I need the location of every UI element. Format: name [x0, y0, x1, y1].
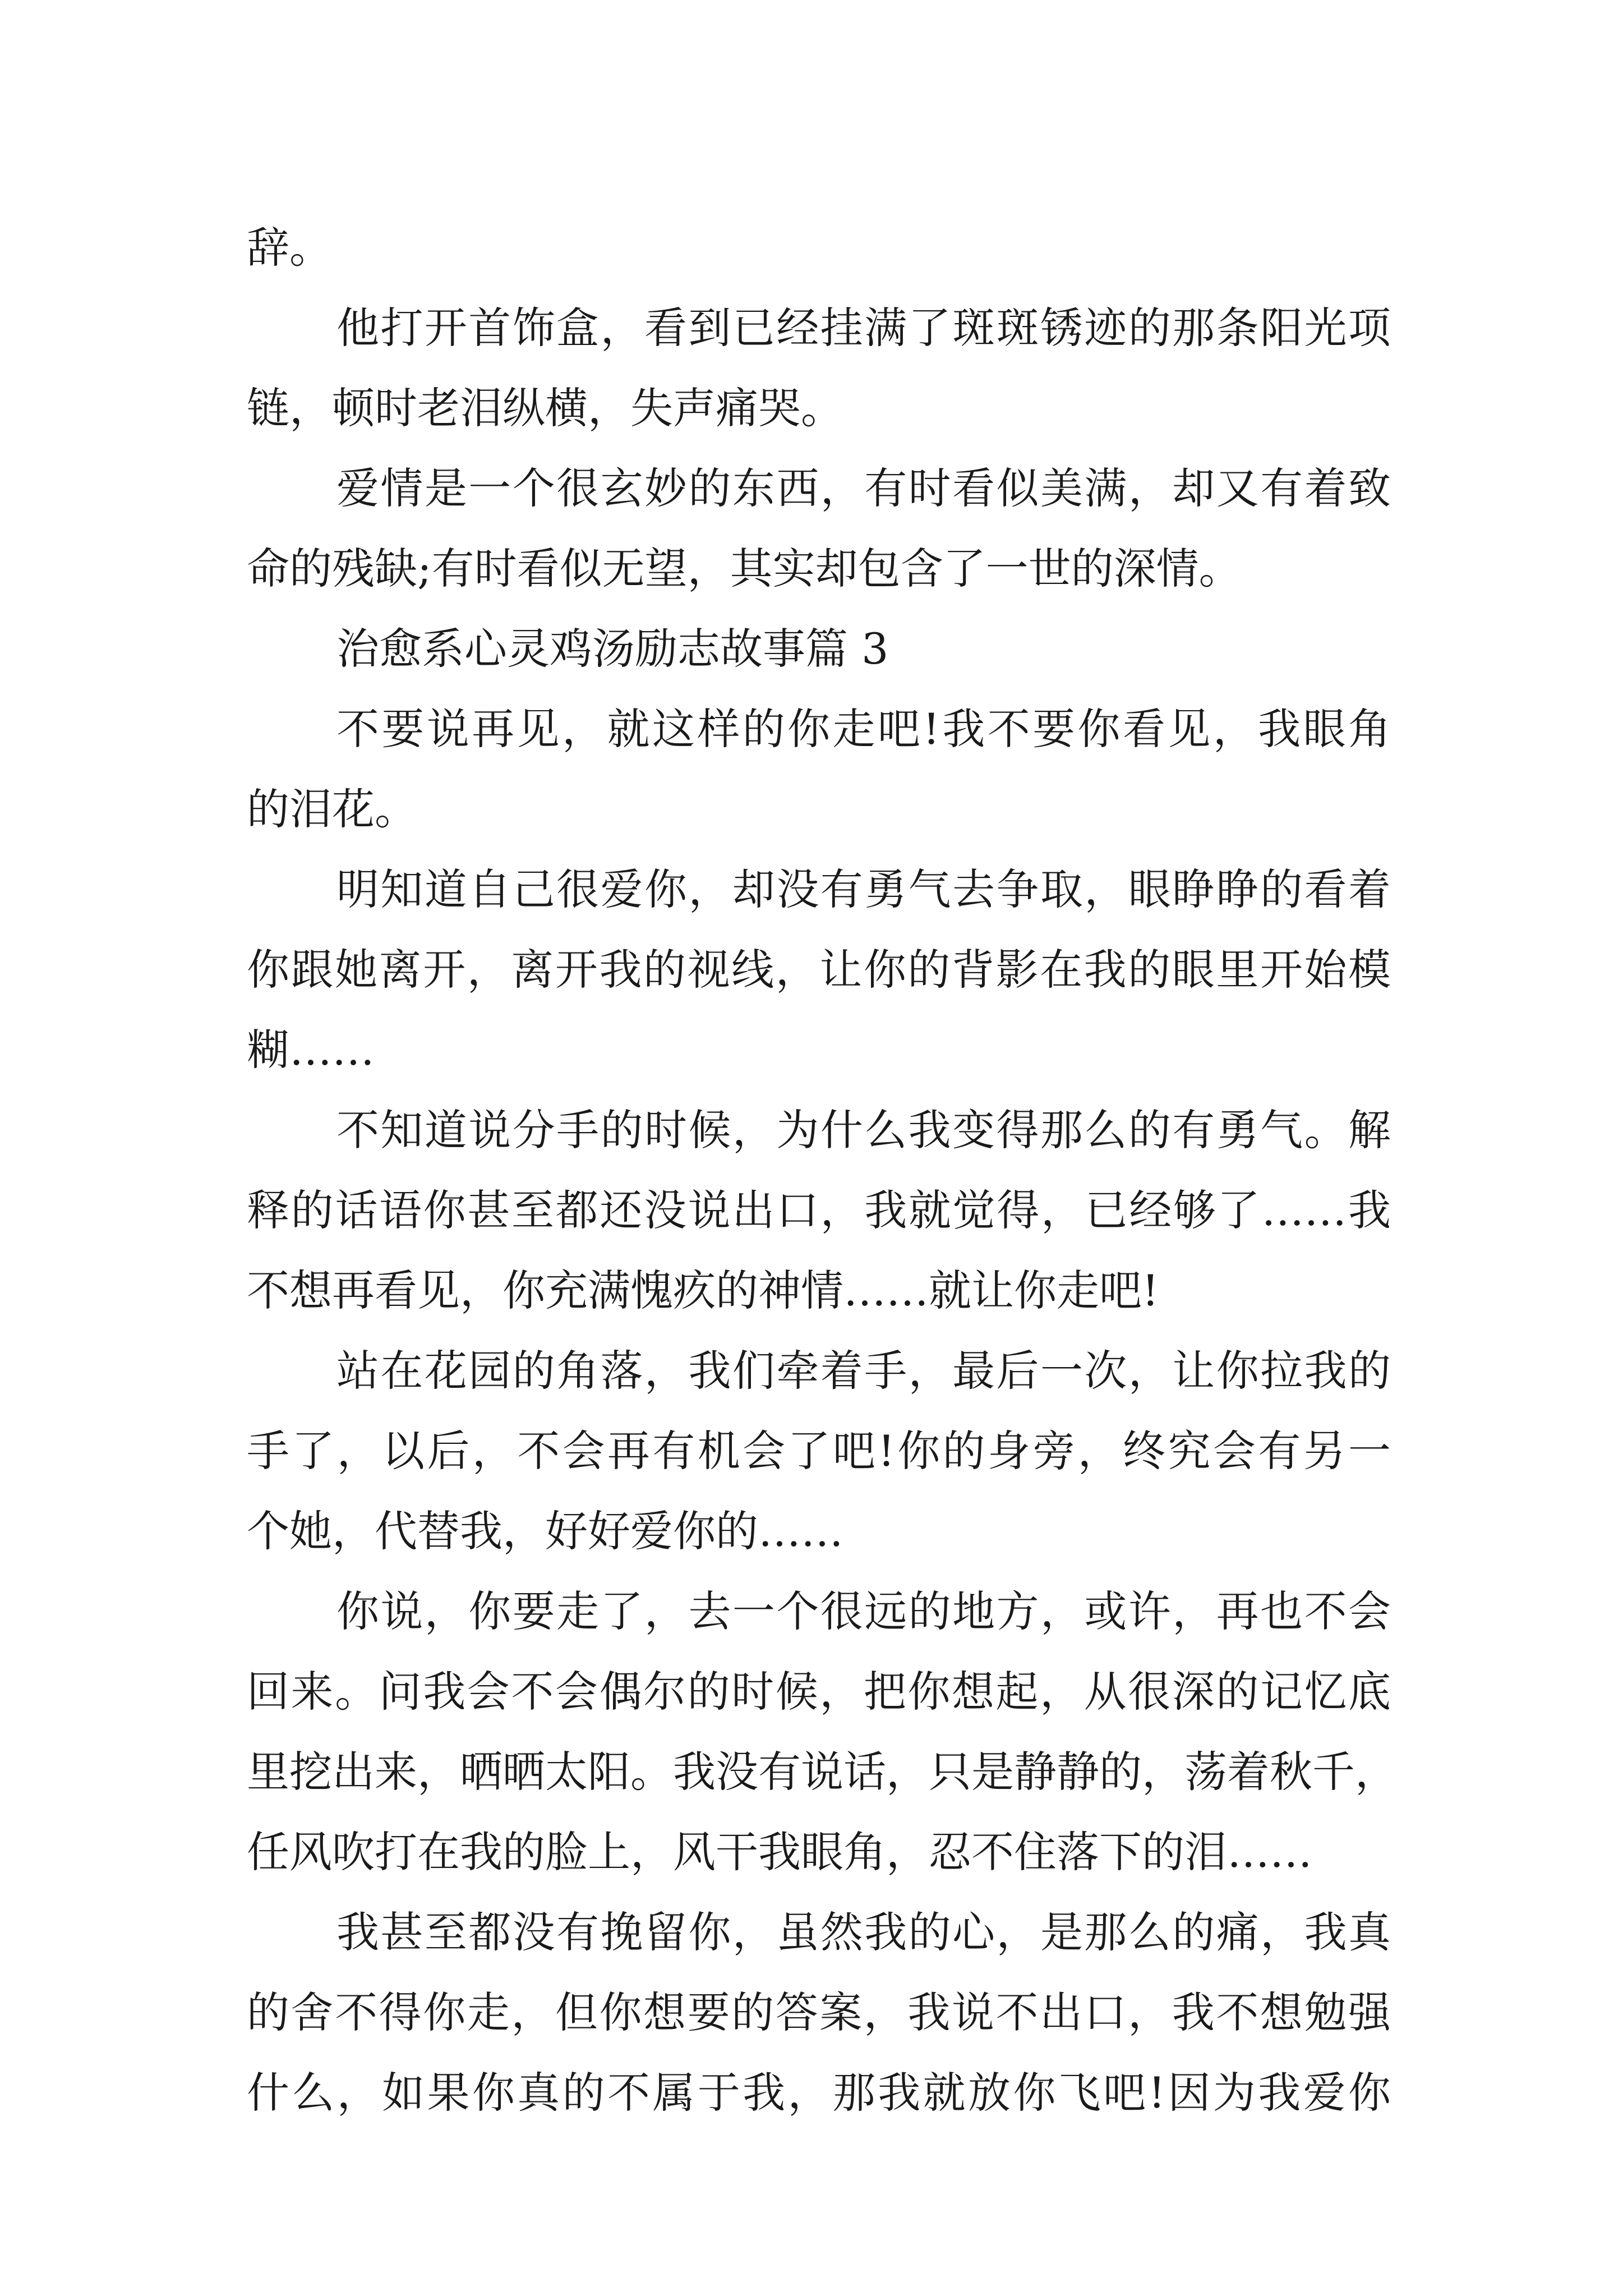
text-line: 手了，以后，不会再有机会了吧!你的身旁，终究会有另一 — [247, 1426, 1391, 1476]
text-line: 你说，你要走了，去一个很远的地方，或许，再也不会 — [336, 1586, 1391, 1636]
text-line: 站在花园的角落，我们牵着手，最后一次，让你拉我的 — [336, 1346, 1391, 1396]
text-line: 链，顿时老泪纵横，失声痛哭。 — [247, 383, 843, 433]
text-line: 里挖出来，晒晒太阳。我没有说话，只是静静的，荡着秋千， — [247, 1747, 1398, 1797]
paragraph — [247, 208, 1391, 288]
paragraph — [247, 1090, 1391, 1331]
text-line: 什么，如果你真的不属于我，那我就放你飞吧!因为我爱你 — [247, 2068, 1391, 2118]
text-line: 的泪花。 — [247, 784, 417, 834]
text-line: 释的话语你甚至都还没说出口，我就觉得，已经够了……我 — [247, 1185, 1391, 1235]
text-line: 不知道说分手的时候，为什么我变得那么的有勇气。解 — [336, 1105, 1391, 1155]
document-body — [247, 208, 1398, 2133]
paragraph — [247, 1571, 1398, 1892]
text-line: 明知道自己很爱你，却没有勇气去争取，眼睁睁的看着 — [336, 864, 1391, 914]
text-line: 回来。问我会不会偶尔的时候，把你想起，从很深的记忆底 — [247, 1667, 1391, 1717]
text-line: 辞。 — [247, 223, 332, 273]
paragraph — [247, 689, 1391, 849]
paragraph — [247, 849, 1391, 1090]
text-line: 不想再看见，你充满愧疚的神情……就让你走吧! — [247, 1266, 1159, 1315]
paragraph — [247, 1892, 1391, 2133]
paragraph — [247, 448, 1391, 609]
text-line: 我甚至都没有挽留你，虽然我的心，是那么的痛，我真 — [336, 1907, 1391, 1957]
text-line: 命的残缺;有时看似无望，其实却包含了一世的深情。 — [247, 544, 1242, 593]
text-line: 你跟她离开，离开我的视线，让你的背影在我的眼里开始模 — [247, 945, 1391, 995]
paragraph — [247, 609, 1391, 689]
text-line: 个她，代替我，好好爱你的…… — [247, 1506, 843, 1556]
text-line: 的舍不得你走，但你想要的答案，我说不出口，我不想勉强 — [247, 1987, 1391, 2037]
text-line: 治愈系心灵鸡汤励志故事篇 3 — [336, 624, 889, 674]
text-line: 糊…… — [247, 1025, 375, 1075]
text-line: 不要说再见，就这样的你走吧!我不要你看见，我眼角 — [336, 704, 1391, 754]
paragraph — [247, 288, 1391, 448]
text-line: 任风吹打在我的脸上，风干我眼角，忍不住落下的泪…… — [247, 1827, 1312, 1877]
text-line: 他打开首饰盒，看到已经挂满了斑斑锈迹的那条阳光项 — [336, 303, 1391, 353]
paragraph — [247, 1331, 1391, 1571]
text-line: 爱情是一个很玄妙的东西，有时看似美满，却又有着致 — [336, 463, 1391, 513]
